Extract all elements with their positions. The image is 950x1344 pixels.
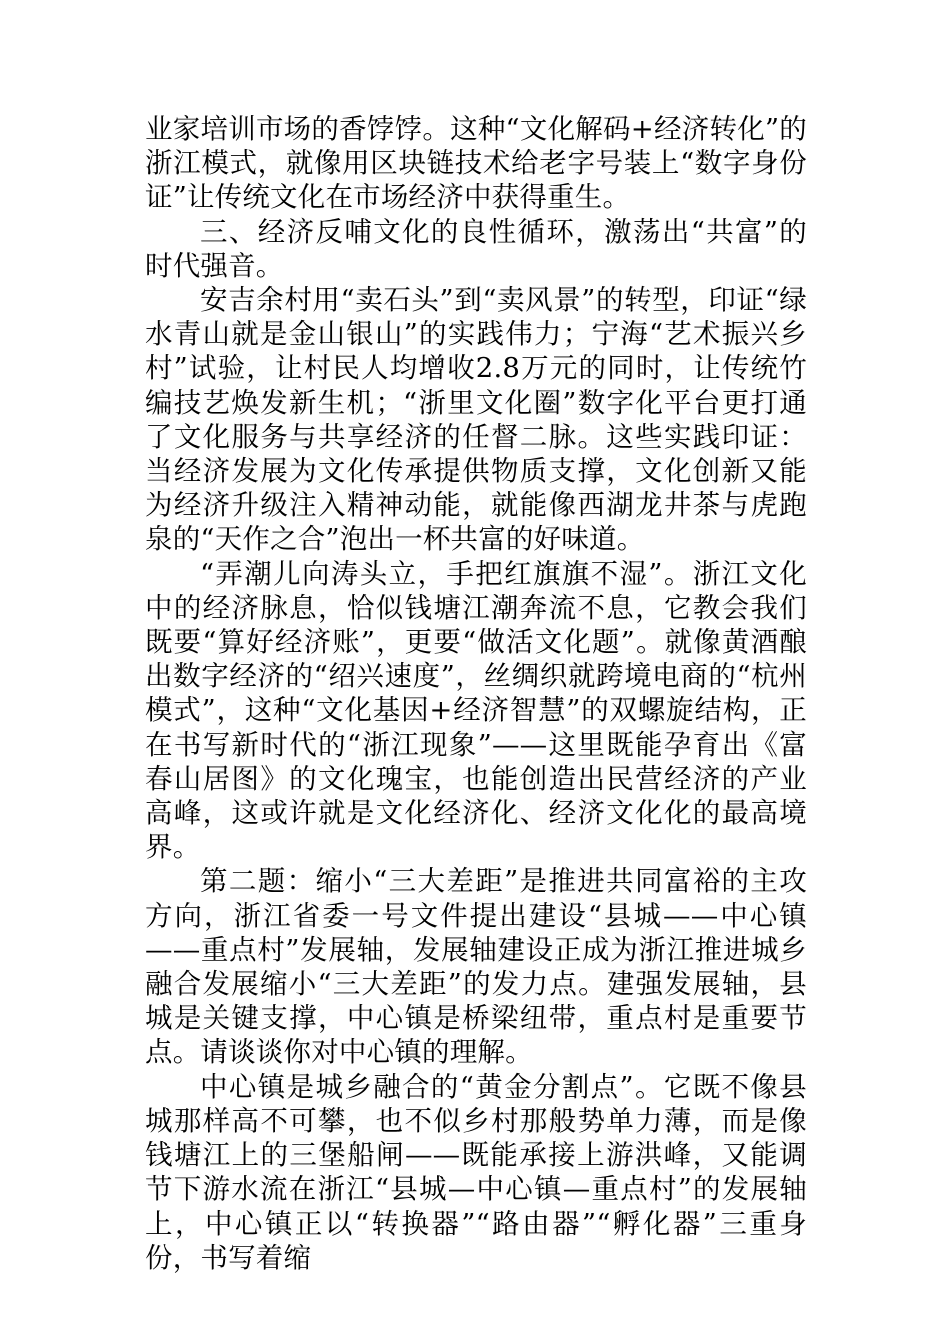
paragraph: 安吉余村用“卖石头”到“卖风景”的转型，印证“绿水青山就是金山银山”的实践伟力；宁海“艺术振兴乡村”试验，让村民人均增收2.8万元的同时，让传统竹编技艺焕发新生机；“浙里文化圈”数字化平台更打通了文化服务与共享经济的任督二脉。这些实践印证：当经济发展为文化传承提供物质支撑，文化创新又能为经济升级注入精神动能，就能像西湖龙井茶与虎跑泉的“天作之合”泡出一杯共富的好味道。 [145, 284, 807, 556]
question-paragraph: 第二题：缩小“三大差距”是推进共同富裕的主攻方向，浙江省委一号文件提出建设“县城——中心镇——重点村”发展轴，发展轴建设正成为浙江推进城乡融合发展缩小“三大差距”的发力点。建强发展轴，县城是关键支撑，中心镇是桥梁纽带，重点村是重要节点。请谈谈你对中心镇的理解。 [145, 865, 807, 1069]
section-heading: 三、经济反哺文化的良性循环，激荡出“共富”的时代强音。 [145, 215, 807, 282]
paragraph: “弄潮儿向涛头立，手把红旗旗不湿”。浙江文化中的经济脉息，恰似钱塘江潮奔流不息，它教会我们既要“算好经济账”，更要“做活文化题”。就像黄酒酿出数字经济的“绍兴速度”，丝绸织就跨境电商的“杭州模式”，这种“文化基因+经济智慧”的双螺旋结构，正在书写新时代的“浙江现象”——这里既能孕育出《富春山居图》的文化瑰宝，也能创造出民营经济的产业高峰，这或许就是文化经济化、经济文化化的最高境界。 [145, 557, 807, 864]
document-body [145, 112, 807, 1275]
paragraph: 中心镇是城乡融合的“黄金分割点”。它既不像县城那样高不可攀，也不似乡村那般势单力薄，而是像钱塘江上的三堡船闸——既能承接上游洪峰，又能调节下游水流在浙江“县城—中心镇—重点村”的发展轴上，中心镇正以“转换器”“路由器”“孵化器”三重身份，书写着缩 [145, 1070, 807, 1274]
paragraph: 业家培训市场的香饽饽。这种“文化解码+经济转化”的浙江模式，就像用区块链技术给老字号装上“数字身份证”让传统文化在市场经济中获得重生。 [145, 113, 807, 214]
